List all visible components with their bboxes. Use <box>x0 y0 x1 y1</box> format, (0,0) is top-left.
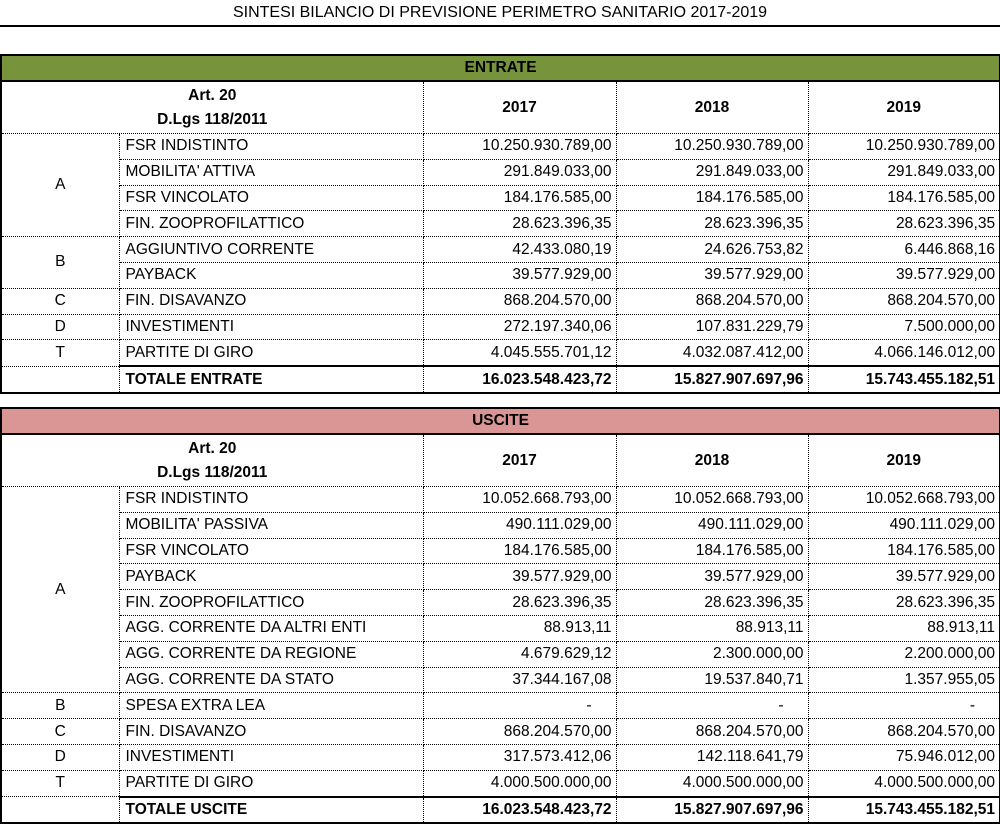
amount-cell: 10.250.930.789,00 <box>423 134 616 160</box>
total-amount: 15.827.907.697,96 <box>616 366 808 393</box>
amount-cell: 4.045.555.701,12 <box>423 340 616 366</box>
row-label: FSR VINCOLATO <box>119 538 423 564</box>
amount-cell: 2.200.000,00 <box>808 641 1000 667</box>
row-label: AGG. CORRENTE DA REGIONE <box>119 641 423 667</box>
amount-cell: 39.577.929,00 <box>616 262 808 288</box>
table-row <box>1 487 1000 513</box>
group-code: A <box>1 134 119 237</box>
table-row <box>1 615 1000 641</box>
amount-cell: 1.357.955,05 <box>808 667 1000 693</box>
amount-cell: 868.204.570,00 <box>423 288 616 314</box>
amount-cell: - <box>808 693 1000 719</box>
row-label: SPESA EXTRA LEA <box>119 693 423 719</box>
total-row <box>1 797 1000 824</box>
amount-cell: 4.000.500.000,00 <box>423 770 616 796</box>
amount-cell: 88.913,11 <box>423 615 616 641</box>
table-row <box>1 641 1000 667</box>
table-row <box>1 134 1000 160</box>
amount-cell: 39.577.929,00 <box>423 262 616 288</box>
amount-cell: 868.204.570,00 <box>616 288 808 314</box>
amount-cell: 88.913,11 <box>616 615 808 641</box>
amount-cell: 39.577.929,00 <box>808 564 1000 590</box>
amount-cell: 490.111.029,00 <box>423 512 616 538</box>
row-label: AGG. CORRENTE DA STATO <box>119 667 423 693</box>
article-header-line1: Art. 20 <box>188 86 237 104</box>
year-header: 2017 <box>423 81 616 134</box>
amount-cell: 39.577.929,00 <box>808 262 1000 288</box>
amount-cell: 184.176.585,00 <box>808 185 1000 211</box>
amount-cell: 184.176.585,00 <box>616 538 808 564</box>
amount-cell: 28.623.396,35 <box>616 211 808 237</box>
entrate-table <box>0 54 1000 394</box>
total-amount: 16.023.548.423,72 <box>423 797 616 824</box>
year-header: 2018 <box>616 434 808 487</box>
table-row <box>1 340 1000 366</box>
row-label: MOBILITA' PASSIVA <box>119 512 423 538</box>
amount-cell: 7.500.000,00 <box>808 314 1000 340</box>
amount-cell: 28.623.396,35 <box>423 211 616 237</box>
amount-cell: 291.849.033,00 <box>808 159 1000 185</box>
amount-cell: 184.176.585,00 <box>423 538 616 564</box>
table-row <box>1 564 1000 590</box>
amount-cell: 4.000.500.000,00 <box>808 770 1000 796</box>
amount-cell: 4.066.146.012,00 <box>808 340 1000 366</box>
total-amount: 16.023.548.423,72 <box>423 366 616 393</box>
amount-cell: 490.111.029,00 <box>616 512 808 538</box>
table-row <box>1 770 1000 796</box>
amount-cell: 10.052.668.793,00 <box>616 487 808 513</box>
total-label: TOTALE USCITE <box>119 797 423 824</box>
amount-cell: 868.204.570,00 <box>616 719 808 745</box>
amount-cell: 39.577.929,00 <box>616 564 808 590</box>
amount-cell: 10.052.668.793,00 <box>808 487 1000 513</box>
total-row <box>1 366 1000 393</box>
amount-cell: - <box>616 693 808 719</box>
amount-cell: 10.052.668.793,00 <box>423 487 616 513</box>
table-row <box>1 185 1000 211</box>
group-code: D <box>1 314 119 340</box>
table-row <box>1 237 1000 263</box>
section-band-uscite: USCITE <box>1 408 1000 434</box>
row-label: FSR INDISTINTO <box>119 134 423 160</box>
row-label: FSR INDISTINTO <box>119 487 423 513</box>
amount-cell: 4.000.500.000,00 <box>616 770 808 796</box>
article-header-line2: D.Lgs 118/2011 <box>157 110 268 128</box>
row-label: FIN. ZOOPROFILATTICO <box>119 590 423 616</box>
article-header <box>1 434 423 487</box>
table-row <box>1 538 1000 564</box>
header-row <box>1 81 1000 134</box>
table-row <box>1 262 1000 288</box>
table-row <box>1 314 1000 340</box>
year-header: 2019 <box>808 434 1000 487</box>
table-row <box>1 744 1000 770</box>
group-code-empty <box>1 366 119 393</box>
group-code: B <box>1 693 119 719</box>
row-label: AGGIUNTIVO CORRENTE <box>119 237 423 263</box>
group-code: T <box>1 340 119 366</box>
amount-cell: 490.111.029,00 <box>808 512 1000 538</box>
table-row <box>1 719 1000 745</box>
table-row <box>1 159 1000 185</box>
row-label: FIN. DISAVANZO <box>119 288 423 314</box>
section-band-entrate: ENTRATE <box>1 55 1000 81</box>
amount-cell: 4.679.629,12 <box>423 641 616 667</box>
total-amount: 15.743.455.182,51 <box>808 366 1000 393</box>
amount-cell: 291.849.033,00 <box>616 159 808 185</box>
row-label: PARTITE DI GIRO <box>119 770 423 796</box>
table-row <box>1 512 1000 538</box>
amount-cell: - <box>423 693 616 719</box>
amount-cell: 75.946.012,00 <box>808 744 1000 770</box>
row-label: FSR VINCOLATO <box>119 185 423 211</box>
amount-cell: 37.344.167,08 <box>423 667 616 693</box>
amount-cell: 88.913,11 <box>808 615 1000 641</box>
amount-cell: 868.204.570,00 <box>808 288 1000 314</box>
group-code: C <box>1 719 119 745</box>
amount-cell: 19.537.840,71 <box>616 667 808 693</box>
row-label: FIN. DISAVANZO <box>119 719 423 745</box>
table-row <box>1 211 1000 237</box>
amount-cell: 28.623.396,35 <box>808 590 1000 616</box>
group-code: B <box>1 237 119 289</box>
amount-cell: 6.446.868,16 <box>808 237 1000 263</box>
amount-cell: 868.204.570,00 <box>423 719 616 745</box>
amount-cell: 142.118.641,79 <box>616 744 808 770</box>
amount-cell: 42.433.080,19 <box>423 237 616 263</box>
amount-cell: 868.204.570,00 <box>808 719 1000 745</box>
amount-cell: 24.626.753,82 <box>616 237 808 263</box>
amount-cell: 28.623.396,35 <box>423 590 616 616</box>
article-header <box>1 81 423 134</box>
page-title: SINTESI BILANCIO DI PREVISIONE PERIMETRO SANITARIO 2017-2019 <box>232 4 768 21</box>
total-label: TOTALE ENTRATE <box>119 366 423 393</box>
section-band-row <box>1 55 1000 81</box>
row-label: MOBILITA' ATTIVA <box>119 159 423 185</box>
row-label: INVESTIMENTI <box>119 314 423 340</box>
year-header: 2019 <box>808 81 1000 134</box>
amount-cell: 317.573.412,06 <box>423 744 616 770</box>
amount-cell: 10.250.930.789,00 <box>808 134 1000 160</box>
amount-cell: 184.176.585,00 <box>616 185 808 211</box>
title-divider <box>0 25 1000 27</box>
row-label: AGG. CORRENTE DA ALTRI ENTI <box>119 615 423 641</box>
uscite-table <box>0 407 1000 824</box>
row-label: PARTITE DI GIRO <box>119 340 423 366</box>
amount-cell: 272.197.340,06 <box>423 314 616 340</box>
amount-cell: 28.623.396,35 <box>808 211 1000 237</box>
amount-cell: 2.300.000,00 <box>616 641 808 667</box>
amount-cell: 10.250.930.789,00 <box>616 134 808 160</box>
year-header: 2017 <box>423 434 616 487</box>
amount-cell: 184.176.585,00 <box>808 538 1000 564</box>
amount-cell: 184.176.585,00 <box>423 185 616 211</box>
group-code: C <box>1 288 119 314</box>
header-row <box>1 434 1000 487</box>
year-header: 2018 <box>616 81 808 134</box>
amount-cell: 291.849.033,00 <box>423 159 616 185</box>
article-header-line2: D.Lgs 118/2011 <box>157 463 268 481</box>
amount-cell: 107.831.229,79 <box>616 314 808 340</box>
row-label: FIN. ZOOPROFILATTICO <box>119 211 423 237</box>
group-code-empty <box>1 797 119 824</box>
amount-cell: 4.032.087.412,00 <box>616 340 808 366</box>
article-header-line1: Art. 20 <box>188 439 237 457</box>
amount-cell: 28.623.396,35 <box>616 590 808 616</box>
table-row <box>1 667 1000 693</box>
row-label: INVESTIMENTI <box>119 744 423 770</box>
row-label: PAYBACK <box>119 564 423 590</box>
section-band-row <box>1 408 1000 434</box>
group-code: D <box>1 744 119 770</box>
table-row <box>1 590 1000 616</box>
group-code: A <box>1 487 119 693</box>
group-code: T <box>1 770 119 796</box>
amount-cell: 39.577.929,00 <box>423 564 616 590</box>
table-row <box>1 288 1000 314</box>
total-amount: 15.827.907.697,96 <box>616 797 808 824</box>
row-label: PAYBACK <box>119 262 423 288</box>
table-row <box>1 693 1000 719</box>
total-amount: 15.743.455.182,51 <box>808 797 1000 824</box>
